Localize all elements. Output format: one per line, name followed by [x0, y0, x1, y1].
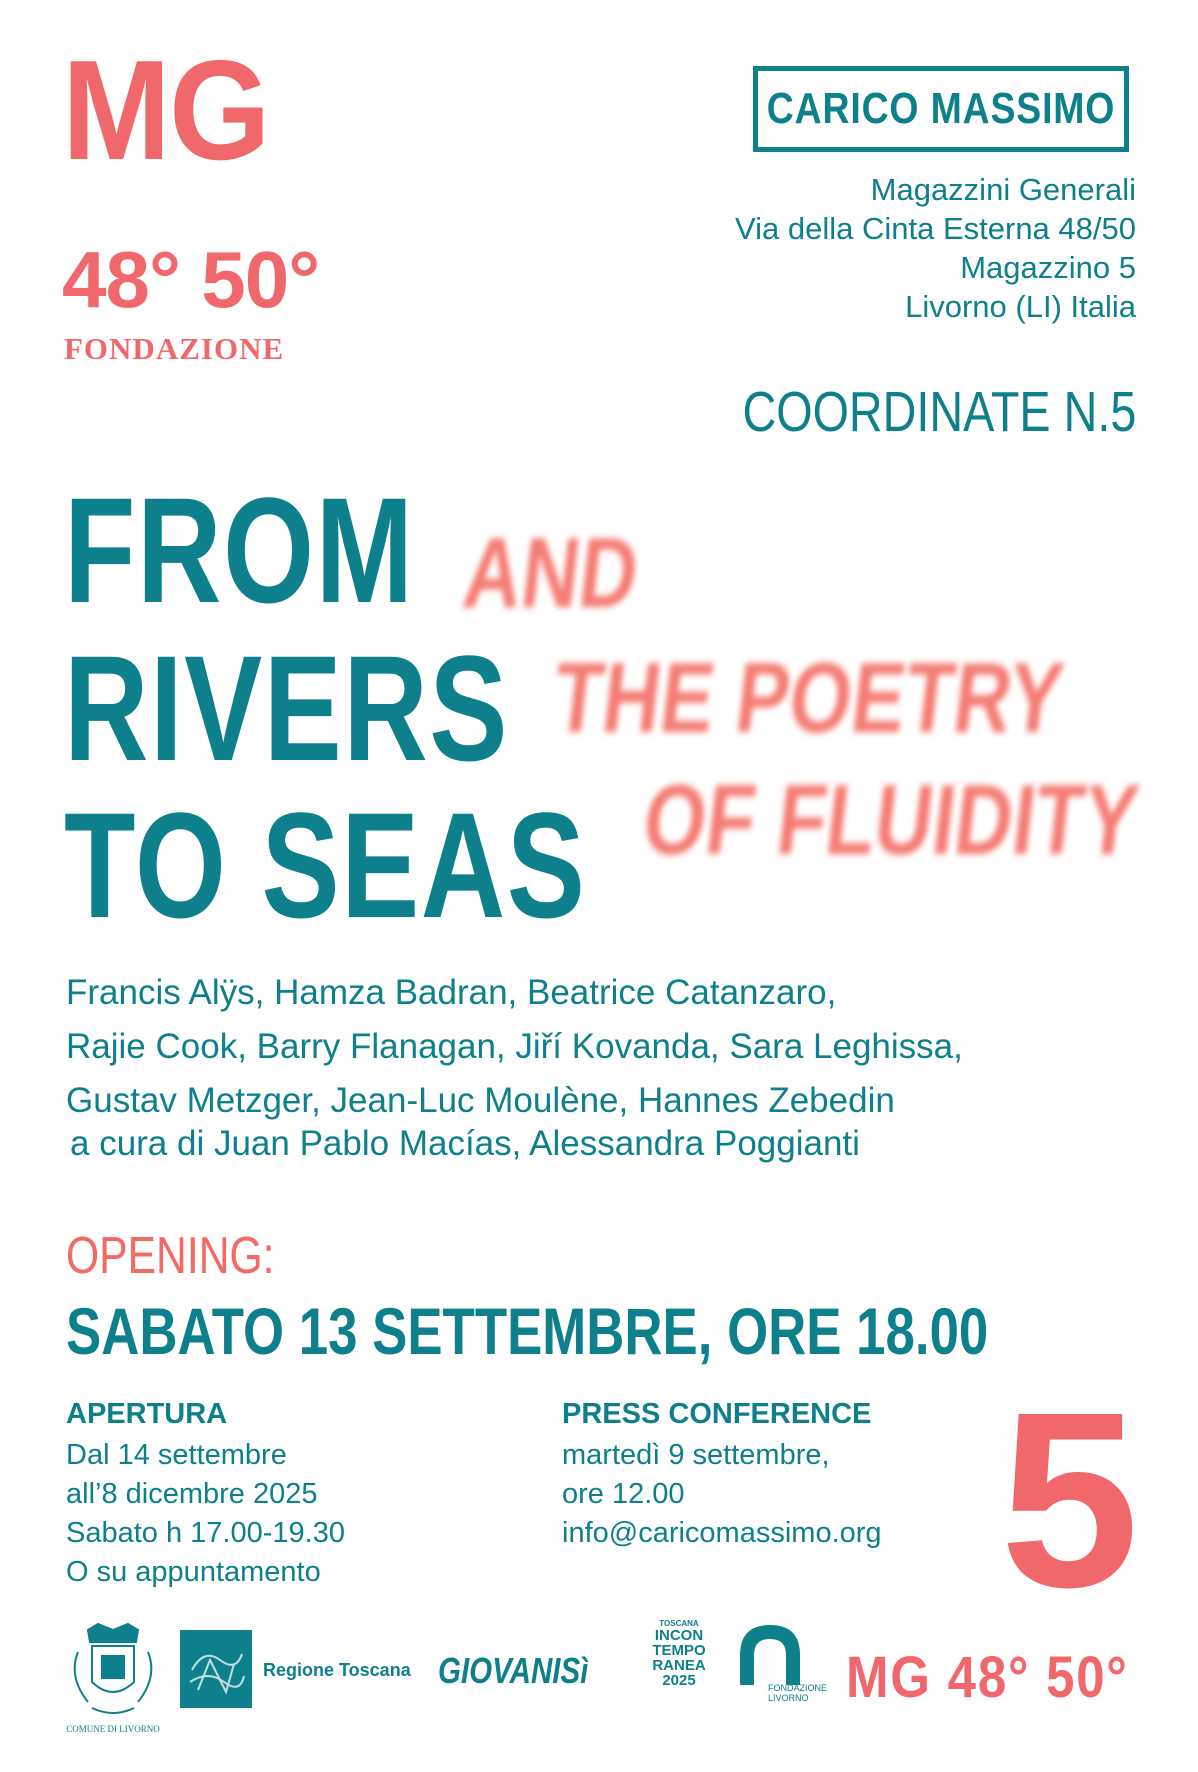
fondazione-livorno-logo: [740, 1625, 830, 1703]
fondazione-livorno-label: [768, 1683, 827, 1703]
press-email[interactable]: info@caricomassimo.org: [562, 1517, 882, 1549]
venue-address: [735, 170, 1136, 326]
logo-fondazione: FONDAZIONE: [64, 331, 285, 366]
subtitle-line: THE POETRY: [548, 642, 1069, 754]
curators: a cura di Juan Pablo Macías, Alessandra Poggianti: [70, 1124, 860, 1163]
toscana-line: TEMPO: [652, 1642, 706, 1659]
logo-mg: MG: [62, 31, 269, 190]
apertura-block: [66, 1400, 345, 1592]
big-number: 5: [1000, 1360, 1140, 1639]
press-line: martedì 9 settembre,: [562, 1439, 830, 1471]
arch-icon: [740, 1625, 830, 1685]
subtitle-line: OF FLUIDITY: [638, 764, 1144, 876]
apertura-heading: APERTURA: [66, 1398, 228, 1430]
series-label: COORDINATE N.5: [742, 380, 1136, 444]
press-heading: PRESS CONFERENCE: [562, 1398, 872, 1430]
logo-coordinates: 48° 50°: [62, 235, 320, 324]
artist-list: [66, 966, 963, 1128]
apertura-line: all’8 dicembre 2025: [66, 1478, 318, 1510]
regione-toscana-label: Regione Toscana: [263, 1660, 411, 1680]
toscana-line: 2025: [662, 1672, 696, 1689]
apertura-line: O su appuntamento: [66, 1556, 321, 1588]
comune-logo: [58, 1622, 168, 1734]
opening-date: SABATO 13 SETTEMBRE, ORE 18.00: [66, 1294, 989, 1368]
press-block: [562, 1400, 882, 1553]
coat-of-arms-icon: [58, 1622, 168, 1722]
apertura-line: Sabato h 17.00-19.30: [66, 1517, 345, 1549]
opening-label: OPENING:: [66, 1227, 275, 1285]
artist-line: Rajie Cook, Barry Flanagan, Jiří Kovanda, Sara Leghissa,: [66, 1027, 963, 1066]
venue-name: CARICO MASSIMO: [766, 84, 1116, 133]
artist-line: Francis Alÿs, Hamza Badran, Beatrice Catanzaro,: [66, 973, 837, 1012]
apertura-line: Dal 14 settembre: [66, 1439, 287, 1471]
address-line: Via della Cinta Esterna 48/50: [735, 211, 1136, 246]
subtitle-line: AND: [458, 517, 644, 629]
address-line: Livorno (LI) Italia: [905, 289, 1136, 324]
footer-mg-logo: MG 48° 50°: [846, 1645, 1129, 1710]
toscana-line: RANEA: [652, 1657, 706, 1674]
venue-logo-box: [753, 66, 1129, 152]
address-line: Magazzini Generali: [870, 172, 1136, 207]
fondazione-livorno-line: FONDAZIONE: [768, 1683, 828, 1693]
giovanisi-logo: GIOVANISì: [438, 1650, 589, 1691]
toscana-incontemporanea-logo: [648, 1620, 710, 1688]
address-line: Magazzino 5: [960, 250, 1136, 285]
title-line: RIVERS: [64, 624, 509, 792]
title-line: FROM: [64, 466, 415, 634]
comune-label: COMUNE DI LIVORNO: [66, 1724, 160, 1734]
fondazione-livorno-line: LIVORNO: [768, 1693, 809, 1703]
title-line: TO SEAS: [64, 781, 587, 949]
artist-line: Gustav Metzger, Jean-Luc Moulène, Hannes Zebedin: [66, 1081, 895, 1120]
toscana-line: TOSCANA: [659, 1619, 699, 1628]
press-line: ore 12.00: [562, 1478, 685, 1510]
toscana-line: INCON: [654, 1627, 704, 1644]
regione-toscana-logo-icon: [180, 1630, 252, 1708]
